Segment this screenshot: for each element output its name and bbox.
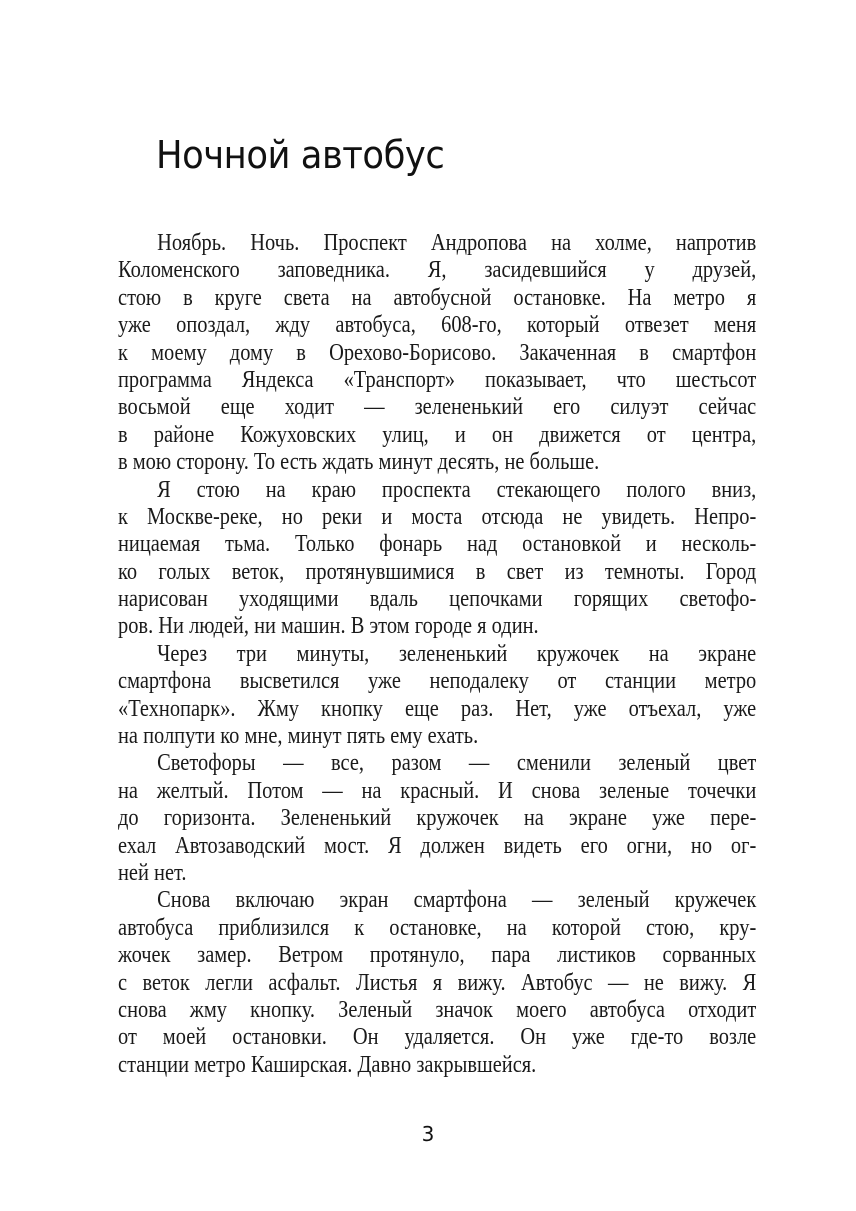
text-line: Я стою на краю проспекта стекающего полого вниз, [157, 476, 757, 503]
text-line: «Технопарк». Жму кнопку еще раз. Нет, уже отъехал, уже [118, 695, 757, 722]
text-line: ней нет. [118, 859, 187, 886]
text-line: ницаемая тьма. Только фонарь над остановкой и несколь- [118, 531, 757, 558]
text-line: программа Яндекса «Транспорт» показывает, что шестьсот [118, 366, 757, 393]
text-line: ров. Ни людей, ни машин. В этом городе я один. [118, 613, 539, 640]
text-line: Светофоры — все, разом — сменили зеленый цвет [157, 750, 757, 777]
text-line: к моему дому в Орехово-Борисово. Закаченная в смартфон [118, 339, 757, 366]
text-line: с веток легли асфальт. Листья я вижу. Автобус — не вижу. Я [118, 969, 757, 996]
text-line: стою в круге света на автобусной остановке. На метро я [118, 284, 757, 311]
paragraph [118, 887, 756, 1079]
text-line: Ноябрь. Ночь. Проспект Андропова на холме, напротив [157, 230, 757, 256]
text-line: автобуса приблизился к остановке, на которой стою, кру- [118, 914, 757, 941]
paragraph [118, 230, 756, 477]
body-text [118, 230, 756, 1079]
text-line: снова жму кнопку. Зеленый значок моего автобуса отходит [118, 996, 757, 1023]
paragraph [118, 477, 756, 641]
text-line: жочек замер. Ветром протянуло, пара листиков сорванных [118, 942, 757, 969]
text-line: нарисован уходящими вдаль цепочками горящих светофо- [118, 586, 757, 613]
text-line: в районе Кожуховских улиц, и он движется от центра, [118, 421, 757, 448]
text-line: Через три минуты, зелененький кружочек на экране [157, 640, 757, 667]
text-line: уже опоздал, жду автобуса, 608-го, который отвезет меня [118, 312, 757, 339]
text-line: ехал Автозаводский мост. Я должен видеть его огни, но ог- [118, 832, 757, 859]
text-line: до горизонта. Зелененький кружочек на экране уже пере- [118, 805, 757, 832]
text-line: в мою сторону. То есть ждать минут десять, не больше. [118, 449, 600, 476]
page-number: 3 [421, 1122, 435, 1146]
paragraph [118, 641, 756, 751]
chapter-title: Ночной автобус [156, 133, 445, 178]
text-line: Снова включаю экран смартфона — зеленый кружечек [157, 887, 757, 914]
text-line: на желтый. Потом — на красный. И снова зеленые точечки [118, 777, 757, 804]
paragraph [118, 750, 756, 887]
text-line: ко голых веток, протянувшимися в свет из темноты. Город [118, 558, 757, 585]
text-line: от моей остановки. Он удаляется. Он уже где-то возле [118, 1024, 757, 1051]
text-line: к Москве-реке, но реки и моста отсюда не увидеть. Непро- [118, 503, 757, 530]
text-line: на полпути ко мне, минут пять ему ехать. [118, 723, 479, 750]
text-line: станции метро Каширская. Давно закрывшейся. [118, 1051, 537, 1078]
text-line: Коломенского заповедника. Я, засидевшийся у друзей, [118, 257, 757, 284]
text-line: восьмой еще ходит — зелененький его силуэт сейчас [118, 394, 757, 421]
text-line: смартфона высветился уже неподалеку от станции метро [118, 668, 757, 695]
